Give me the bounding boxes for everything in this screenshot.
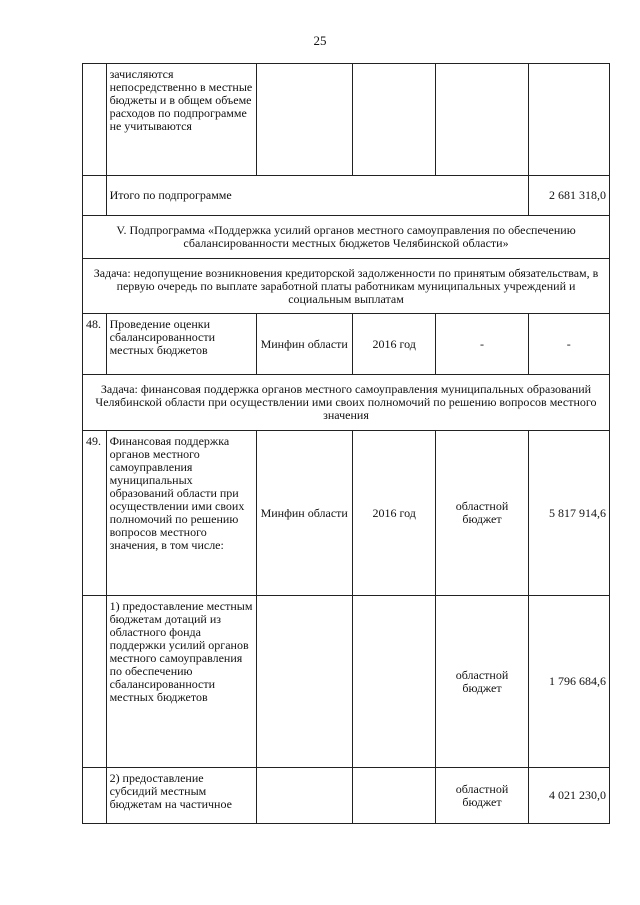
table-row [83, 314, 610, 375]
cell-source [436, 64, 528, 176]
cell-executor [256, 768, 352, 824]
table-row [83, 768, 610, 824]
cell-executor [256, 596, 352, 768]
table-row-total [83, 176, 610, 216]
page-number: 25 [313, 33, 327, 48]
cell-num [83, 596, 107, 768]
cell-name: 1) предоставление местным бюджетам дотаций из областного фонда поддержки усилий органов местного самоуправления по обеспечению сбалансированности местных бюджетов [106, 596, 256, 768]
total-amount: 2 681 318,0 [528, 176, 609, 216]
cell-amount: - [528, 314, 609, 375]
cell-num [83, 176, 107, 216]
cell-amount [528, 64, 609, 176]
table-row [83, 596, 610, 768]
cell-period [352, 596, 436, 768]
cell-executor [256, 64, 352, 176]
table-row [83, 64, 610, 176]
cell-amount: 1 796 684,6 [528, 596, 609, 768]
task-text: Задача: недопущение возникновения кредиторской задолженности по принятым обязательствам, в первую очередь по выплате заработной платы работникам муниципальных учреждений и социальным выплатам [83, 259, 610, 314]
cell-period [352, 64, 436, 176]
cell-num [83, 768, 107, 824]
task-row [83, 259, 610, 314]
cell-source: областной бюджет [436, 596, 528, 768]
subprogram-heading-row [83, 216, 610, 259]
cell-period: 2016 год [352, 431, 436, 596]
cell-period: 2016 год [352, 314, 436, 375]
cell-period [352, 768, 436, 824]
cell-name: Финансовая поддержка органов местного самоуправления муниципальных образований области при осуществлении ими своих полномочий по решению вопросов местного значения, в том числе: [106, 431, 256, 596]
cell-executor: Минфин области [256, 431, 352, 596]
cell-amount: 4 021 230,0 [528, 768, 609, 824]
cell-num: 48. [83, 314, 107, 375]
task-text: Задача: финансовая поддержка органов местного самоуправления муниципальных образований Челябинской области при осуществлении ими своих полномочий по решению вопросов местного значения [83, 375, 610, 431]
cell-amount: 5 817 914,6 [528, 431, 609, 596]
cell-name: Проведение оценки сбалансированности местных бюджетов [106, 314, 256, 375]
cell-source: - [436, 314, 528, 375]
cell-num: 49. [83, 431, 107, 596]
cell-name: 2) предоставление субсидий местным бюджетам на частичное [106, 768, 256, 824]
subprogram-heading: V. Подпрограмма «Поддержка усилий органов местного самоуправления по обеспечению сбалансированности местных бюджетов Челябинской области» [83, 216, 610, 259]
program-table [82, 63, 610, 824]
task-row [83, 375, 610, 431]
cell-name: зачисляются непосредственно в местные бюджеты и в общем объеме расходов по подпрограмме не учитываются [106, 64, 256, 176]
cell-executor: Минфин области [256, 314, 352, 375]
table-row [83, 431, 610, 596]
cell-source: областной бюджет [436, 431, 528, 596]
total-label: Итого по подпрограмме [106, 176, 528, 216]
cell-source: областной бюджет [436, 768, 528, 824]
cell-num [83, 64, 107, 176]
